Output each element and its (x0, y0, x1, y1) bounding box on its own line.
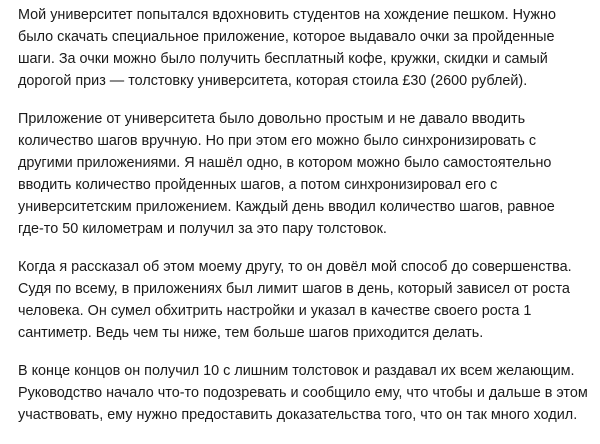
text-line: было скачать специальное приложение, которое выдавало очки за пройденные (18, 29, 555, 45)
text-line: Мой университет попытался вдохновить студентов на хождение пешком. Нужно (18, 7, 556, 23)
text-line: другими приложениями. Я нашёл одно, в котором можно было самостоятельно (18, 155, 552, 171)
text-line: В конце концов он получил 10 с лишним толстовок и раздавал их всем желающим. (18, 363, 575, 379)
text-line: университетским приложением. Каждый день вводил количество шагов, равное (18, 199, 555, 215)
text-line: Когда я рассказал об этом моему другу, то он довёл мой способ до совершенства. (18, 259, 572, 275)
text-line: шаги. За очки можно было получить бесплатный кофе, кружки, скидки и самый (18, 51, 548, 67)
text-line: Судя по всему, в приложениях был лимит шагов в день, который зависел от роста (18, 281, 570, 297)
text-line: сантиметр. Ведь чем ты ниже, тем больше шагов приходится делать. (18, 325, 484, 341)
text-line: Руководство начало что-то подозревать и сообщило ему, что чтобы и дальше в этом (18, 385, 588, 401)
text-line: где-то 50 километрам и получил за это пару толстовок. (18, 221, 387, 237)
article-body (18, 4, 594, 442)
paragraph-2 (18, 108, 594, 240)
paragraph-3 (18, 256, 594, 344)
text-line: дорогой приз — толстовку университета, которая стоила £30 (2600 рублей). (18, 73, 528, 89)
text-line: участвовать, ему нужно предоставить доказательства того, что он так много ходил. (18, 407, 578, 423)
text-line: количество шагов вручную. Но при этом его можно было синхронизировать с (18, 133, 537, 149)
paragraph-1 (18, 4, 594, 92)
text-line: вводить количество пройденных шагов, а потом синхронизировал его с (18, 177, 498, 193)
paragraph-4 (18, 360, 594, 426)
text-line: Приложение от университета было довольно простым и не давало вводить (18, 111, 526, 127)
text-line: человека. Он сумел обхитрить настройки и указал в качестве своего роста 1 (18, 303, 532, 319)
